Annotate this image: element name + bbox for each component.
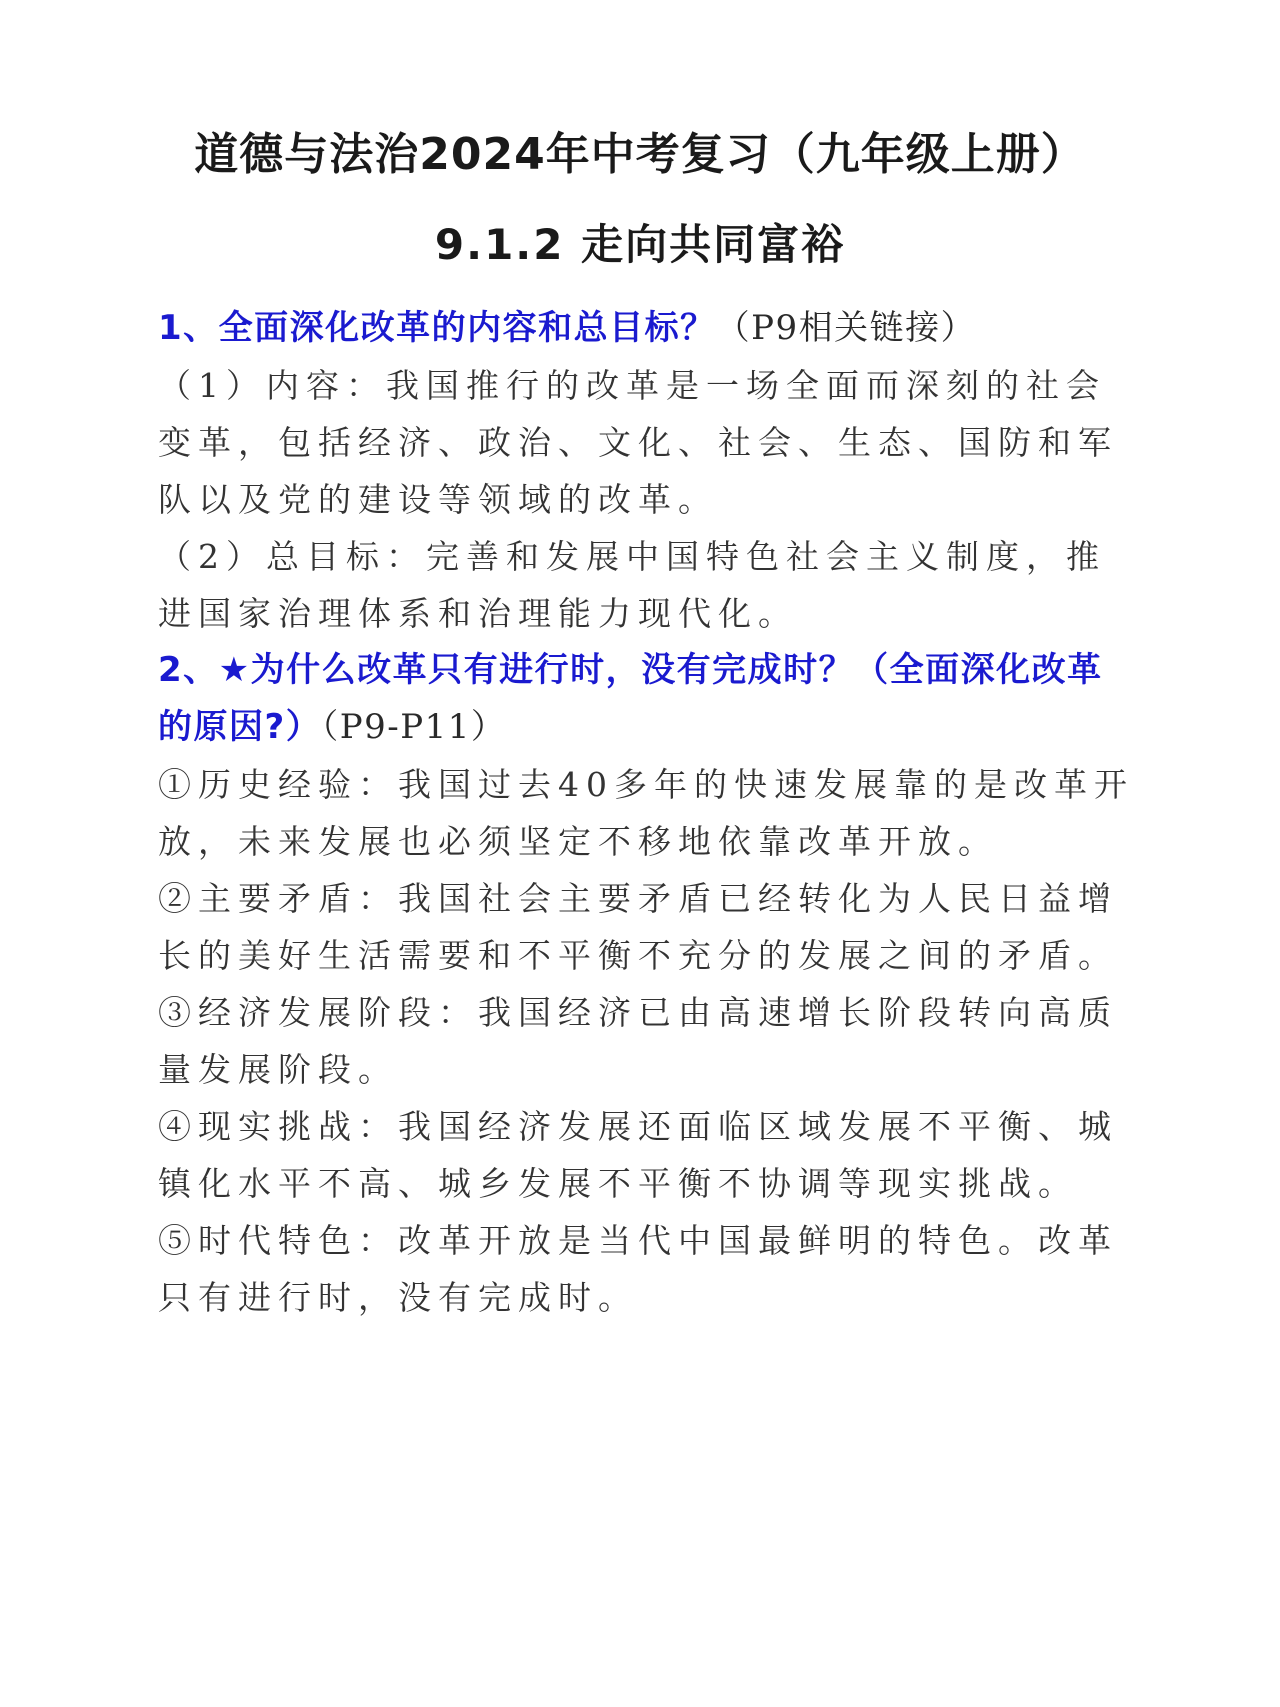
question-2-text: 2、★为什么改革只有进行时，没有完成时？（全面深化改革的原因?）	[158, 650, 1103, 747]
answer-1-2: （2）总目标：完善和发展中国特色社会主义制度，推进国家治理体系和治理能力现代化。	[158, 537, 1106, 633]
answer-2-3: ③经济发展阶段：我国经济已由高速增长阶段转向高质量发展阶段。	[158, 993, 1118, 1089]
section-subtitle: 9.1.2 走向共同富裕	[434, 220, 846, 269]
page-title: 道德与法治2024年中考复习（九年级上册）	[194, 129, 1086, 180]
answer-2-2: ②主要矛盾：我国社会主要矛盾已经转化为人民日益增长的美好生活需要和不平衡不充分的发展之间的矛盾。	[158, 879, 1118, 975]
question-1-reference: （P9相关链接）	[715, 308, 977, 348]
question-1-text: 1、全面深化改革的内容和总目标？	[158, 308, 716, 348]
content-body	[158, 300, 1134, 1326]
answer-2-1: ①历史经验：我国过去40多年的快速发展靠的是改革开放，未来发展也必须坚定不移地依靠改革开放。	[158, 765, 1134, 861]
answer-1-1: （1）内容：我国推行的改革是一场全面而深刻的社会变革，包括经济、政治、文化、社会、生态、国防和军队以及党的建设等领域的改革。	[158, 366, 1118, 519]
answer-2-5: ⑤时代特色：改革开放是当代中国最鲜明的特色。改革只有进行时，没有完成时。	[158, 1221, 1118, 1317]
question-2-reference: （P9-P11）	[321, 707, 507, 747]
answer-2-4: ④现实挑战：我国经济发展还面临区域发展不平衡、城镇化水平不高、城乡发展不平衡不协调等现实挑战。	[158, 1107, 1118, 1203]
question-1	[158, 300, 1134, 357]
question-2	[158, 642, 1134, 756]
